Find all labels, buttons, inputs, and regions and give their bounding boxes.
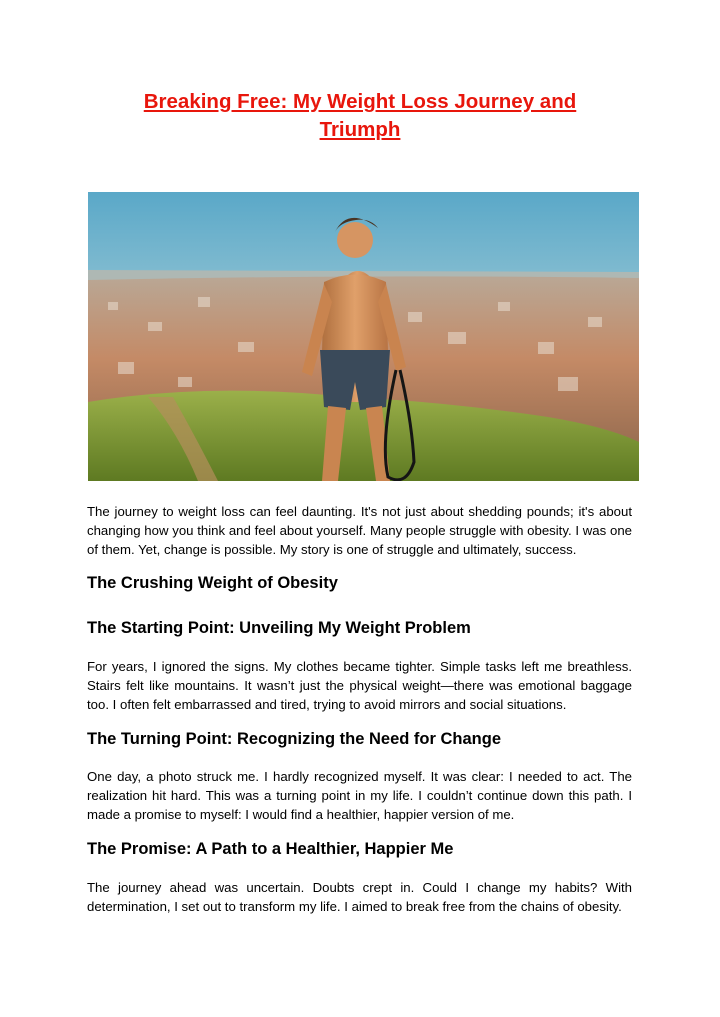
section-heading-starting-point: The Starting Point: Unveiling My Weight Problem [87,619,471,637]
intro-paragraph: The journey to weight loss can feel daunting. It's not just about shedding pounds; it's about changing how you think and feel about yourself. Many people struggle with obesity. I was one of them. Yet, change is possible. My story is one of struggle and ultimately, success. [87,504,632,557]
hero-image [88,192,639,481]
page-title: Breaking Free: My Weight Loss Journey and Triumph [143,90,577,141]
section-heading-turning-point: The Turning Point: Recognizing the Need for Change [87,730,502,748]
section-heading-crushing: The Crushing Weight of Obesity [87,574,338,592]
paragraph-starting-point: For years, I ignored the signs. My clothes became tighter. Simple tasks left me breathless. Stairs felt like mountains. It wasn’t just the physical weight—there was emotional baggage too. I often felt embarrassed and tired, trying to avoid mirrors and social situations. [87,659,632,712]
hero-photo-illustration [88,192,639,481]
paragraph-turning-point: One day, a photo struck me. I hardly recognized myself. It was clear: I needed to act. The realization hit hard. This was a turning point in my life. I couldn’t continue down this path. I made a promise to myself: I would find a healthier, happier version of me. [87,769,632,822]
paragraph-promise: The journey ahead was uncertain. Doubts crept in. Could I change my habits? With determination, I set out to transform my life. I aimed to break free from the chains of obesity. [87,880,632,914]
section-heading-promise: The Promise: A Path to a Healthier, Happier Me [87,840,454,858]
